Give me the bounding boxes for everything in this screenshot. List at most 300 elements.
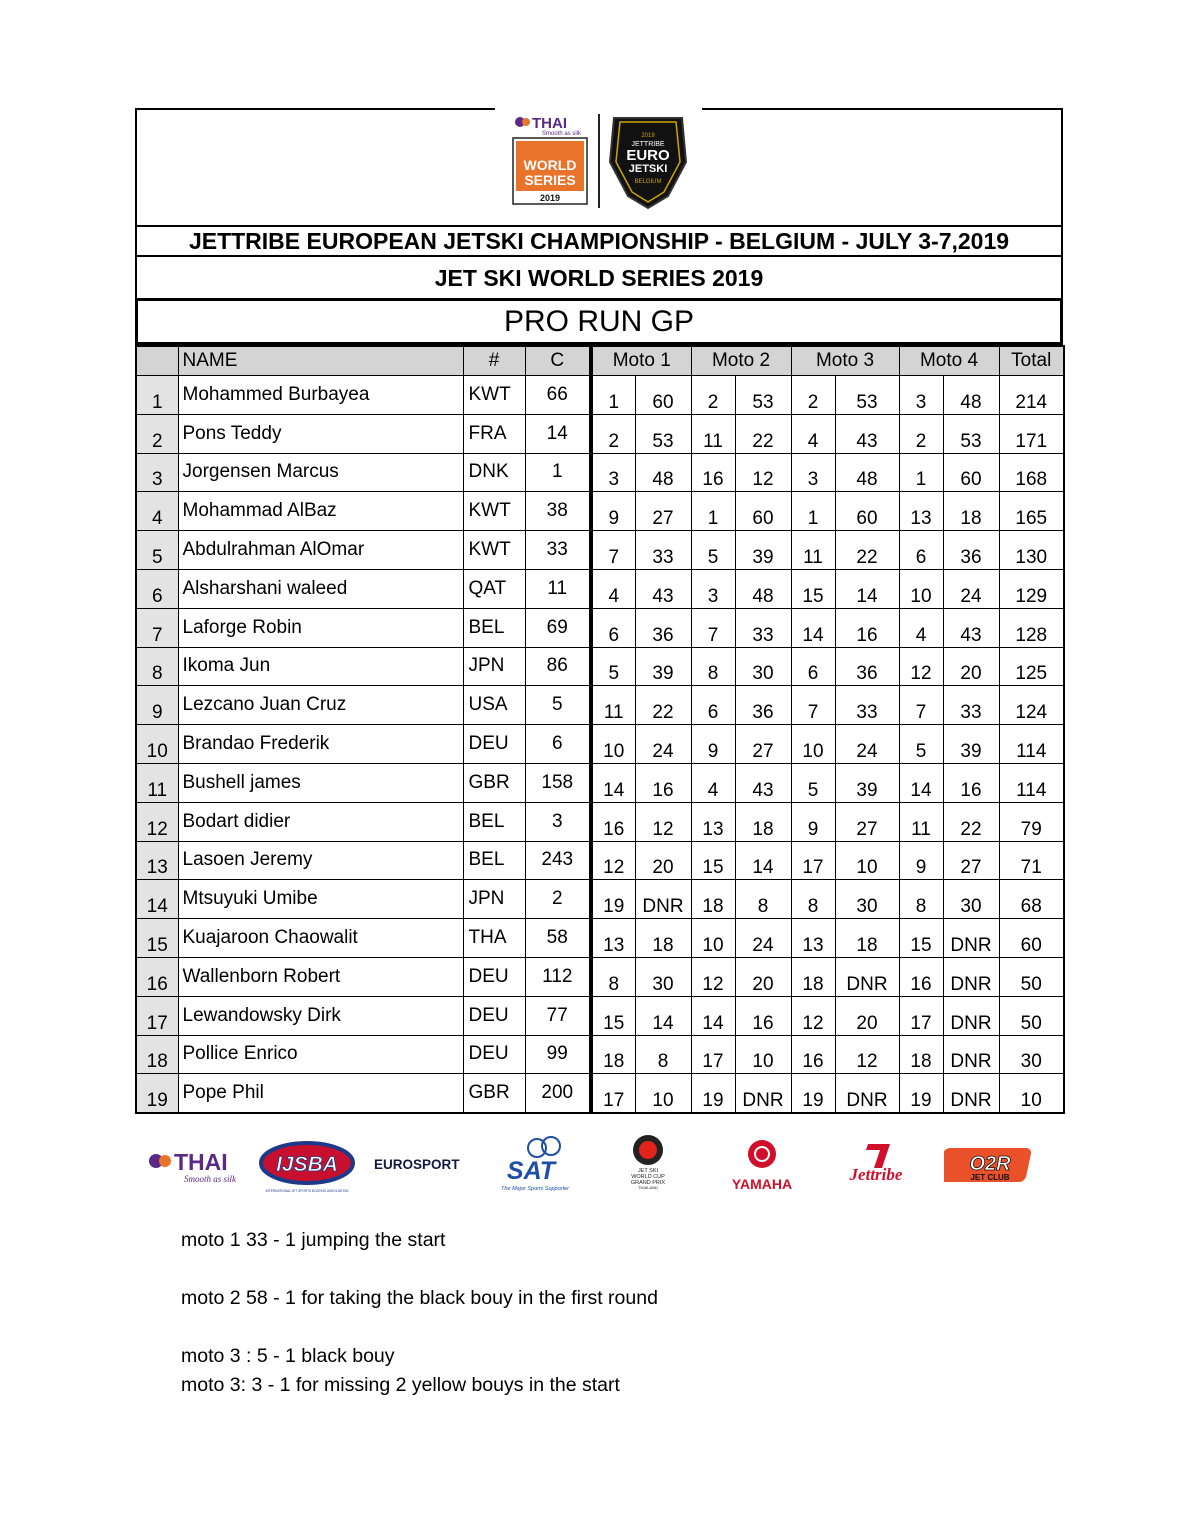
moto2-points-cell: 24 xyxy=(735,919,791,958)
table-row xyxy=(136,376,1064,415)
moto2-place-cell: 1 xyxy=(691,492,735,531)
race-number-cell: 69 xyxy=(525,608,591,647)
moto3-place-cell: 2 xyxy=(791,376,835,415)
race-number-cell: 112 xyxy=(525,957,591,996)
moto1-points-cell: 22 xyxy=(635,686,691,725)
moto1-place-cell: 16 xyxy=(591,802,635,841)
moto4-place-cell: 13 xyxy=(899,492,943,531)
moto3-place-cell: 8 xyxy=(791,880,835,919)
moto2-points-cell: 14 xyxy=(735,841,791,880)
class-title: PRO RUN GP xyxy=(135,298,1063,345)
moto2-place-cell: 8 xyxy=(691,647,735,686)
moto3-points-cell: 14 xyxy=(835,569,899,608)
moto3-place-cell: 5 xyxy=(791,763,835,802)
world-cup-logo xyxy=(618,1130,678,1200)
rider-name-cell: Pons Teddy xyxy=(178,414,463,453)
moto2-place-cell: 17 xyxy=(691,1035,735,1074)
nation-cell: DEU xyxy=(463,957,525,996)
table-row xyxy=(136,1074,1064,1113)
moto1-points-cell: 24 xyxy=(635,725,691,764)
num-header: C xyxy=(525,346,591,376)
moto2-place-cell: 6 xyxy=(691,686,735,725)
moto3-place-cell: 4 xyxy=(791,414,835,453)
moto3-points-cell: 22 xyxy=(835,531,899,570)
nation-cell: KWT xyxy=(463,531,525,570)
moto4-points-cell: DNR xyxy=(943,1074,999,1113)
moto2-header: Moto 2 xyxy=(691,346,791,376)
yamaha-logo xyxy=(728,1130,800,1200)
wc-line3: GRAND PRIX xyxy=(630,1180,666,1186)
moto2-points-cell: 60 xyxy=(735,492,791,531)
thai-sponsor-name: THAI xyxy=(174,1149,228,1175)
total-points-cell: 79 xyxy=(999,802,1064,841)
moto1-place-cell: 8 xyxy=(591,957,635,996)
thai-logo-tagline: Smooth as silk xyxy=(542,131,582,137)
thai-sponsor-tagline: Smooth as silk xyxy=(184,1174,237,1184)
sat-name: SAT xyxy=(506,1157,556,1185)
position-cell: 15 xyxy=(136,919,178,958)
moto4-place-cell: 1 xyxy=(899,453,943,492)
moto3-points-cell: 30 xyxy=(835,880,899,919)
rider-name-cell: Brandao Frederik xyxy=(178,725,463,764)
race-number-cell: 77 xyxy=(525,996,591,1035)
moto1-place-cell: 10 xyxy=(591,725,635,764)
moto3-place-cell: 13 xyxy=(791,919,835,958)
thai-sponsor-logo xyxy=(146,1130,246,1200)
moto3-place-cell: 1 xyxy=(791,492,835,531)
total-points-cell: 128 xyxy=(999,608,1064,647)
moto4-place-cell: 3 xyxy=(899,376,943,415)
position-cell: 7 xyxy=(136,608,178,647)
moto2-place-cell: 13 xyxy=(691,802,735,841)
moto2-points-cell: 43 xyxy=(735,763,791,802)
moto1-points-cell: 8 xyxy=(635,1035,691,1074)
total-points-cell: 50 xyxy=(999,957,1064,996)
moto1-points-cell: 48 xyxy=(635,453,691,492)
sat-tagline: The Major Sports Supporter xyxy=(501,1186,569,1192)
nation-cell: USA xyxy=(463,686,525,725)
moto4-place-cell: 10 xyxy=(899,569,943,608)
moto2-points-cell: 33 xyxy=(735,608,791,647)
rider-name-cell: Alsharshani waleed xyxy=(178,569,463,608)
total-points-cell: 30 xyxy=(999,1035,1064,1074)
moto1-place-cell: 13 xyxy=(591,919,635,958)
race-number-cell: 66 xyxy=(525,376,591,415)
moto3-points-cell: DNR xyxy=(835,957,899,996)
moto2-points-cell: 12 xyxy=(735,453,791,492)
moto3-points-cell: 60 xyxy=(835,492,899,531)
pos-header xyxy=(136,346,178,376)
rider-name-cell: Bodart didier xyxy=(178,802,463,841)
position-cell: 12 xyxy=(136,802,178,841)
moto1-points-cell: 16 xyxy=(635,763,691,802)
note-1: moto 1 33 - 1 jumping the start xyxy=(181,1229,446,1251)
moto1-points-cell: 27 xyxy=(635,492,691,531)
nation-cell: DEU xyxy=(463,996,525,1035)
moto3-points-cell: 20 xyxy=(835,996,899,1035)
moto4-place-cell: 11 xyxy=(899,802,943,841)
moto3-place-cell: 12 xyxy=(791,996,835,1035)
position-cell: 5 xyxy=(136,531,178,570)
ws-logo-line2: SERIES xyxy=(524,172,576,188)
moto3-place-cell: 19 xyxy=(791,1074,835,1113)
position-cell: 18 xyxy=(136,1035,178,1074)
moto1-place-cell: 3 xyxy=(591,453,635,492)
moto2-place-cell: 2 xyxy=(691,376,735,415)
moto2-points-cell: 18 xyxy=(735,802,791,841)
moto4-points-cell: DNR xyxy=(943,919,999,958)
moto2-place-cell: 4 xyxy=(691,763,735,802)
race-number-cell: 6 xyxy=(525,725,591,764)
moto4-points-cell: DNR xyxy=(943,1035,999,1074)
table-row xyxy=(136,841,1064,880)
position-cell: 14 xyxy=(136,880,178,919)
o2r-tagline: JET CLUB xyxy=(970,1173,1010,1182)
race-number-cell: 11 xyxy=(525,569,591,608)
total-points-cell: 125 xyxy=(999,647,1064,686)
nation-cell: FRA xyxy=(463,414,525,453)
total-points-cell: 114 xyxy=(999,763,1064,802)
moto4-place-cell: 17 xyxy=(899,996,943,1035)
moto4-place-cell: 14 xyxy=(899,763,943,802)
moto1-points-cell: 39 xyxy=(635,647,691,686)
moto1-place-cell: 6 xyxy=(591,608,635,647)
table-row xyxy=(136,880,1064,919)
position-cell: 19 xyxy=(136,1074,178,1113)
race-number-cell: 2 xyxy=(525,880,591,919)
position-cell: 11 xyxy=(136,763,178,802)
moto4-points-cell: 18 xyxy=(943,492,999,531)
moto3-points-cell: 33 xyxy=(835,686,899,725)
race-number-cell: 99 xyxy=(525,1035,591,1074)
nation-cell: BEL xyxy=(463,841,525,880)
table-row xyxy=(136,763,1064,802)
moto1-place-cell: 4 xyxy=(591,569,635,608)
moto2-points-cell: 8 xyxy=(735,880,791,919)
moto3-place-cell: 17 xyxy=(791,841,835,880)
moto3-place-cell: 10 xyxy=(791,725,835,764)
moto3-place-cell: 3 xyxy=(791,453,835,492)
rider-name-cell: Abdulrahman AlOmar xyxy=(178,531,463,570)
moto1-place-cell: 11 xyxy=(591,686,635,725)
total-points-cell: 130 xyxy=(999,531,1064,570)
moto4-points-cell: 20 xyxy=(943,647,999,686)
moto1-points-cell: 20 xyxy=(635,841,691,880)
euro-jetski-logo xyxy=(606,112,690,210)
ws-logo-line1: WORLD xyxy=(523,157,577,173)
moto4-place-cell: 16 xyxy=(899,957,943,996)
moto2-place-cell: 3 xyxy=(691,569,735,608)
moto4-place-cell: 12 xyxy=(899,647,943,686)
moto3-points-cell: DNR xyxy=(835,1074,899,1113)
moto4-points-cell: 43 xyxy=(943,608,999,647)
rider-name-cell: Ikoma Jun xyxy=(178,647,463,686)
table-row xyxy=(136,996,1064,1035)
moto4-points-cell: 36 xyxy=(943,531,999,570)
moto3-points-cell: 36 xyxy=(835,647,899,686)
nat-header: # xyxy=(463,346,525,376)
position-cell: 4 xyxy=(136,492,178,531)
moto2-points-cell: 36 xyxy=(735,686,791,725)
table-row xyxy=(136,919,1064,958)
nation-cell: THA xyxy=(463,919,525,958)
total-points-cell: 71 xyxy=(999,841,1064,880)
moto2-points-cell: 30 xyxy=(735,647,791,686)
nation-cell: GBR xyxy=(463,763,525,802)
nation-cell: KWT xyxy=(463,376,525,415)
moto2-place-cell: 11 xyxy=(691,414,735,453)
moto3-place-cell: 18 xyxy=(791,957,835,996)
moto1-points-cell: 43 xyxy=(635,569,691,608)
results-table xyxy=(135,345,1065,1114)
moto2-points-cell: 10 xyxy=(735,1035,791,1074)
moto3-place-cell: 15 xyxy=(791,569,835,608)
moto1-points-cell: 18 xyxy=(635,919,691,958)
moto1-points-cell: 53 xyxy=(635,414,691,453)
ijsba-name: IJSBA xyxy=(276,1153,338,1176)
note-3: moto 3 : 5 - 1 black bouy xyxy=(181,1345,395,1367)
ijsba-tagline: INTERNATIONAL JET SPORTS BOATING ASSOCIATION xyxy=(265,1189,349,1193)
moto2-place-cell: 9 xyxy=(691,725,735,764)
moto1-place-cell: 17 xyxy=(591,1074,635,1113)
moto3-place-cell: 11 xyxy=(791,531,835,570)
moto3-points-cell: 27 xyxy=(835,802,899,841)
rider-name-cell: Lezcano Juan Cruz xyxy=(178,686,463,725)
euro-logo-line2: EURO xyxy=(626,147,670,164)
total-points-cell: 168 xyxy=(999,453,1064,492)
race-number-cell: 158 xyxy=(525,763,591,802)
nation-cell: DEU xyxy=(463,1035,525,1074)
moto2-points-cell: 20 xyxy=(735,957,791,996)
moto4-place-cell: 15 xyxy=(899,919,943,958)
moto3-points-cell: 16 xyxy=(835,608,899,647)
nation-cell: BEL xyxy=(463,802,525,841)
position-cell: 8 xyxy=(136,647,178,686)
moto1-place-cell: 1 xyxy=(591,376,635,415)
position-cell: 2 xyxy=(136,414,178,453)
moto4-header: Moto 4 xyxy=(899,346,999,376)
table-row xyxy=(136,1035,1064,1074)
total-points-cell: 10 xyxy=(999,1074,1064,1113)
race-number-cell: 14 xyxy=(525,414,591,453)
nation-cell: BEL xyxy=(463,608,525,647)
moto3-place-cell: 7 xyxy=(791,686,835,725)
table-row xyxy=(136,453,1064,492)
moto3-points-cell: 12 xyxy=(835,1035,899,1074)
moto4-points-cell: 16 xyxy=(943,763,999,802)
moto1-place-cell: 2 xyxy=(591,414,635,453)
ws-logo-year: 2019 xyxy=(539,193,561,203)
moto4-place-cell: 4 xyxy=(899,608,943,647)
table-row xyxy=(136,802,1064,841)
moto3-place-cell: 14 xyxy=(791,608,835,647)
moto1-points-cell: DNR xyxy=(635,880,691,919)
logo-gap xyxy=(495,104,702,112)
moto1-place-cell: 12 xyxy=(591,841,635,880)
moto4-points-cell: 48 xyxy=(943,376,999,415)
moto3-points-cell: 53 xyxy=(835,376,899,415)
moto3-place-cell: 16 xyxy=(791,1035,835,1074)
moto3-points-cell: 24 xyxy=(835,725,899,764)
euro-logo-line4: BELGIUM xyxy=(634,179,662,185)
nation-cell: JPN xyxy=(463,647,525,686)
name-header: NAME xyxy=(178,346,463,376)
rider-name-cell: Bushell james xyxy=(178,763,463,802)
nation-cell: JPN xyxy=(463,880,525,919)
note-4: moto 3: 3 - 1 for missing 2 yellow bouys in the start xyxy=(181,1374,620,1396)
rider-name-cell: Pollice Enrico xyxy=(178,1035,463,1074)
eurosport-name: EUROSPORT xyxy=(374,1157,460,1172)
moto1-place-cell: 7 xyxy=(591,531,635,570)
moto4-points-cell: 30 xyxy=(943,880,999,919)
moto4-points-cell: 60 xyxy=(943,453,999,492)
nation-cell: QAT xyxy=(463,569,525,608)
eurosport-logo xyxy=(372,1130,472,1200)
rider-name-cell: Lasoen Jeremy xyxy=(178,841,463,880)
total-points-cell: 60 xyxy=(999,919,1064,958)
position-cell: 17 xyxy=(136,996,178,1035)
note-2: moto 2 58 - 1 for taking the black bouy in the first round xyxy=(181,1287,658,1309)
moto2-place-cell: 10 xyxy=(691,919,735,958)
rider-name-cell: Mtsuyuki Umibe xyxy=(178,880,463,919)
total-points-cell: 129 xyxy=(999,569,1064,608)
moto2-place-cell: 18 xyxy=(691,880,735,919)
moto1-points-cell: 10 xyxy=(635,1074,691,1113)
rider-name-cell: Wallenborn Robert xyxy=(178,957,463,996)
rider-name-cell: Laforge Robin xyxy=(178,608,463,647)
table-row xyxy=(136,492,1064,531)
race-number-cell: 3 xyxy=(525,802,591,841)
moto2-points-cell: 22 xyxy=(735,414,791,453)
moto4-points-cell: 39 xyxy=(943,725,999,764)
moto1-points-cell: 60 xyxy=(635,376,691,415)
jettribe-name: Jettribe xyxy=(849,1165,903,1184)
moto2-place-cell: 15 xyxy=(691,841,735,880)
position-cell: 6 xyxy=(136,569,178,608)
nation-cell: KWT xyxy=(463,492,525,531)
moto4-points-cell: 27 xyxy=(943,841,999,880)
yamaha-name: YAMAHA xyxy=(731,1176,793,1192)
ijsba-logo xyxy=(258,1130,356,1200)
total-points-cell: 68 xyxy=(999,880,1064,919)
logo-divider xyxy=(598,114,600,208)
table-row xyxy=(136,686,1064,725)
moto4-points-cell: 53 xyxy=(943,414,999,453)
race-number-cell: 58 xyxy=(525,919,591,958)
total-points-cell: 124 xyxy=(999,686,1064,725)
moto4-points-cell: 22 xyxy=(943,802,999,841)
wc-line1: JET SKI xyxy=(637,1168,659,1174)
total-points-cell: 50 xyxy=(999,996,1064,1035)
moto2-points-cell: 16 xyxy=(735,996,791,1035)
position-cell: 1 xyxy=(136,376,178,415)
moto4-points-cell: 24 xyxy=(943,569,999,608)
total-points-cell: 214 xyxy=(999,376,1064,415)
moto1-header: Moto 1 xyxy=(591,346,691,376)
nation-cell: DNK xyxy=(463,453,525,492)
moto3-points-cell: 43 xyxy=(835,414,899,453)
moto4-place-cell: 19 xyxy=(899,1074,943,1113)
thai-world-series-logo xyxy=(510,114,590,208)
moto3-points-cell: 48 xyxy=(835,453,899,492)
moto3-points-cell: 10 xyxy=(835,841,899,880)
position-cell: 16 xyxy=(136,957,178,996)
moto4-place-cell: 7 xyxy=(899,686,943,725)
rider-name-cell: Jorgensen Marcus xyxy=(178,453,463,492)
moto4-place-cell: 6 xyxy=(899,531,943,570)
table-header-row xyxy=(136,346,1064,376)
table-row xyxy=(136,531,1064,570)
moto4-points-cell: 33 xyxy=(943,686,999,725)
moto4-place-cell: 18 xyxy=(899,1035,943,1074)
moto3-place-cell: 6 xyxy=(791,647,835,686)
table-row xyxy=(136,569,1064,608)
moto2-points-cell: 27 xyxy=(735,725,791,764)
moto1-points-cell: 14 xyxy=(635,996,691,1035)
moto3-points-cell: 39 xyxy=(835,763,899,802)
moto4-points-cell: DNR xyxy=(943,996,999,1035)
rider-name-cell: Lewandowsky Dirk xyxy=(178,996,463,1035)
header-rule-2 xyxy=(135,255,1063,257)
total-points-cell: 171 xyxy=(999,414,1064,453)
table-row xyxy=(136,725,1064,764)
moto1-place-cell: 18 xyxy=(591,1035,635,1074)
moto2-points-cell: 48 xyxy=(735,569,791,608)
moto3-header: Moto 3 xyxy=(791,346,899,376)
moto1-place-cell: 9 xyxy=(591,492,635,531)
total-header: Total xyxy=(999,346,1064,376)
series-title: JET SKI WORLD SERIES 2019 xyxy=(434,265,764,291)
rider-name-cell: Mohammad AlBaz xyxy=(178,492,463,531)
moto2-place-cell: 5 xyxy=(691,531,735,570)
nation-cell: DEU xyxy=(463,725,525,764)
race-number-cell: 5 xyxy=(525,686,591,725)
rider-name-cell: Mohammed Burbayea xyxy=(178,376,463,415)
race-number-cell: 86 xyxy=(525,647,591,686)
moto2-place-cell: 7 xyxy=(691,608,735,647)
moto2-points-cell: 39 xyxy=(735,531,791,570)
moto1-place-cell: 5 xyxy=(591,647,635,686)
nation-cell: GBR xyxy=(463,1074,525,1113)
thai-logo-brand: THAI xyxy=(532,115,567,132)
euro-logo-line1: JETTRIBE xyxy=(631,141,665,148)
table-row xyxy=(136,608,1064,647)
moto4-points-cell: DNR xyxy=(943,957,999,996)
wc-line4: THAILAND xyxy=(638,1185,658,1190)
moto2-place-cell: 14 xyxy=(691,996,735,1035)
moto2-place-cell: 19 xyxy=(691,1074,735,1113)
euro-logo-line3: JETSKI xyxy=(628,163,668,175)
moto4-place-cell: 8 xyxy=(899,880,943,919)
position-cell: 9 xyxy=(136,686,178,725)
moto1-place-cell: 19 xyxy=(591,880,635,919)
wc-line2: WORLD CUP xyxy=(631,1174,665,1180)
euro-logo-year: 2019 xyxy=(641,133,655,139)
moto1-place-cell: 15 xyxy=(591,996,635,1035)
race-number-cell: 38 xyxy=(525,492,591,531)
table-row xyxy=(136,957,1064,996)
moto2-place-cell: 16 xyxy=(691,453,735,492)
race-number-cell: 33 xyxy=(525,531,591,570)
total-points-cell: 114 xyxy=(999,725,1064,764)
moto1-points-cell: 36 xyxy=(635,608,691,647)
moto1-points-cell: 30 xyxy=(635,957,691,996)
position-cell: 3 xyxy=(136,453,178,492)
moto4-place-cell: 2 xyxy=(899,414,943,453)
moto3-points-cell: 18 xyxy=(835,919,899,958)
moto1-place-cell: 14 xyxy=(591,763,635,802)
moto1-points-cell: 12 xyxy=(635,802,691,841)
